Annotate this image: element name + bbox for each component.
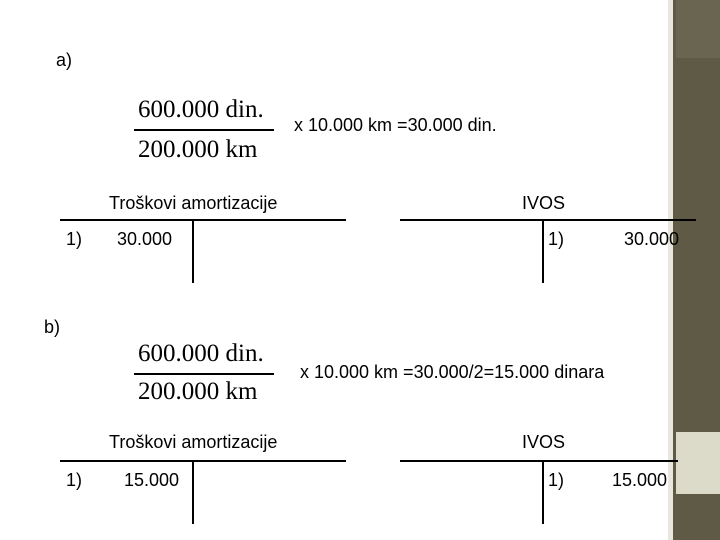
part-b-left-t-vertical <box>192 460 194 524</box>
part-a-denominator: 200.000 km <box>138 136 258 163</box>
part-b-left-entry-num: 1) <box>66 470 83 490</box>
part-a-fraction-bar <box>134 129 274 131</box>
part-a-left-debit: 30.000 <box>117 229 173 249</box>
part-a-left-entry-num: 1) <box>66 229 83 249</box>
part-a-left-t-horizontal <box>60 219 346 221</box>
part-b-fraction-bar <box>134 373 274 375</box>
part-b-denominator: 200.000 km <box>138 378 258 405</box>
part-a-right-account-title: IVOS <box>522 193 566 213</box>
part-a-left-account-title: Troškovi amortizacije <box>109 193 278 213</box>
part-b-left-debit: 15.000 <box>124 470 180 490</box>
part-b-numerator: 600.000 din. <box>138 340 264 367</box>
part-b-right-t-horizontal <box>400 460 678 462</box>
part-a-right-t-vertical <box>542 219 544 283</box>
sidebar-top-block <box>676 0 720 58</box>
part-b-right-t-vertical <box>542 460 544 524</box>
part-a-right-credit: 30.000 <box>624 229 680 249</box>
part-b-left-account-title: Troškovi amortizacije <box>109 432 278 452</box>
part-b-right-credit: 15.000 <box>612 470 668 490</box>
sidebar-accent-block <box>676 432 720 494</box>
part-a-right-t-horizontal <box>400 219 696 221</box>
part-a-label: a) <box>56 50 73 70</box>
part-b-right-entry-num: 1) <box>548 470 565 490</box>
sidebar-edge <box>668 0 673 540</box>
part-b-right-account-title: IVOS <box>522 432 566 452</box>
part-a-formula: x 10.000 km =30.000 din. <box>294 115 497 135</box>
part-a-right-entry-num: 1) <box>548 229 565 249</box>
part-b-label: b) <box>44 317 61 337</box>
part-a-numerator: 600.000 din. <box>138 96 264 123</box>
part-b-formula: x 10.000 km =30.000/2=15.000 dinara <box>300 362 605 382</box>
part-b-left-t-horizontal <box>60 460 346 462</box>
part-a-left-t-vertical <box>192 219 194 283</box>
